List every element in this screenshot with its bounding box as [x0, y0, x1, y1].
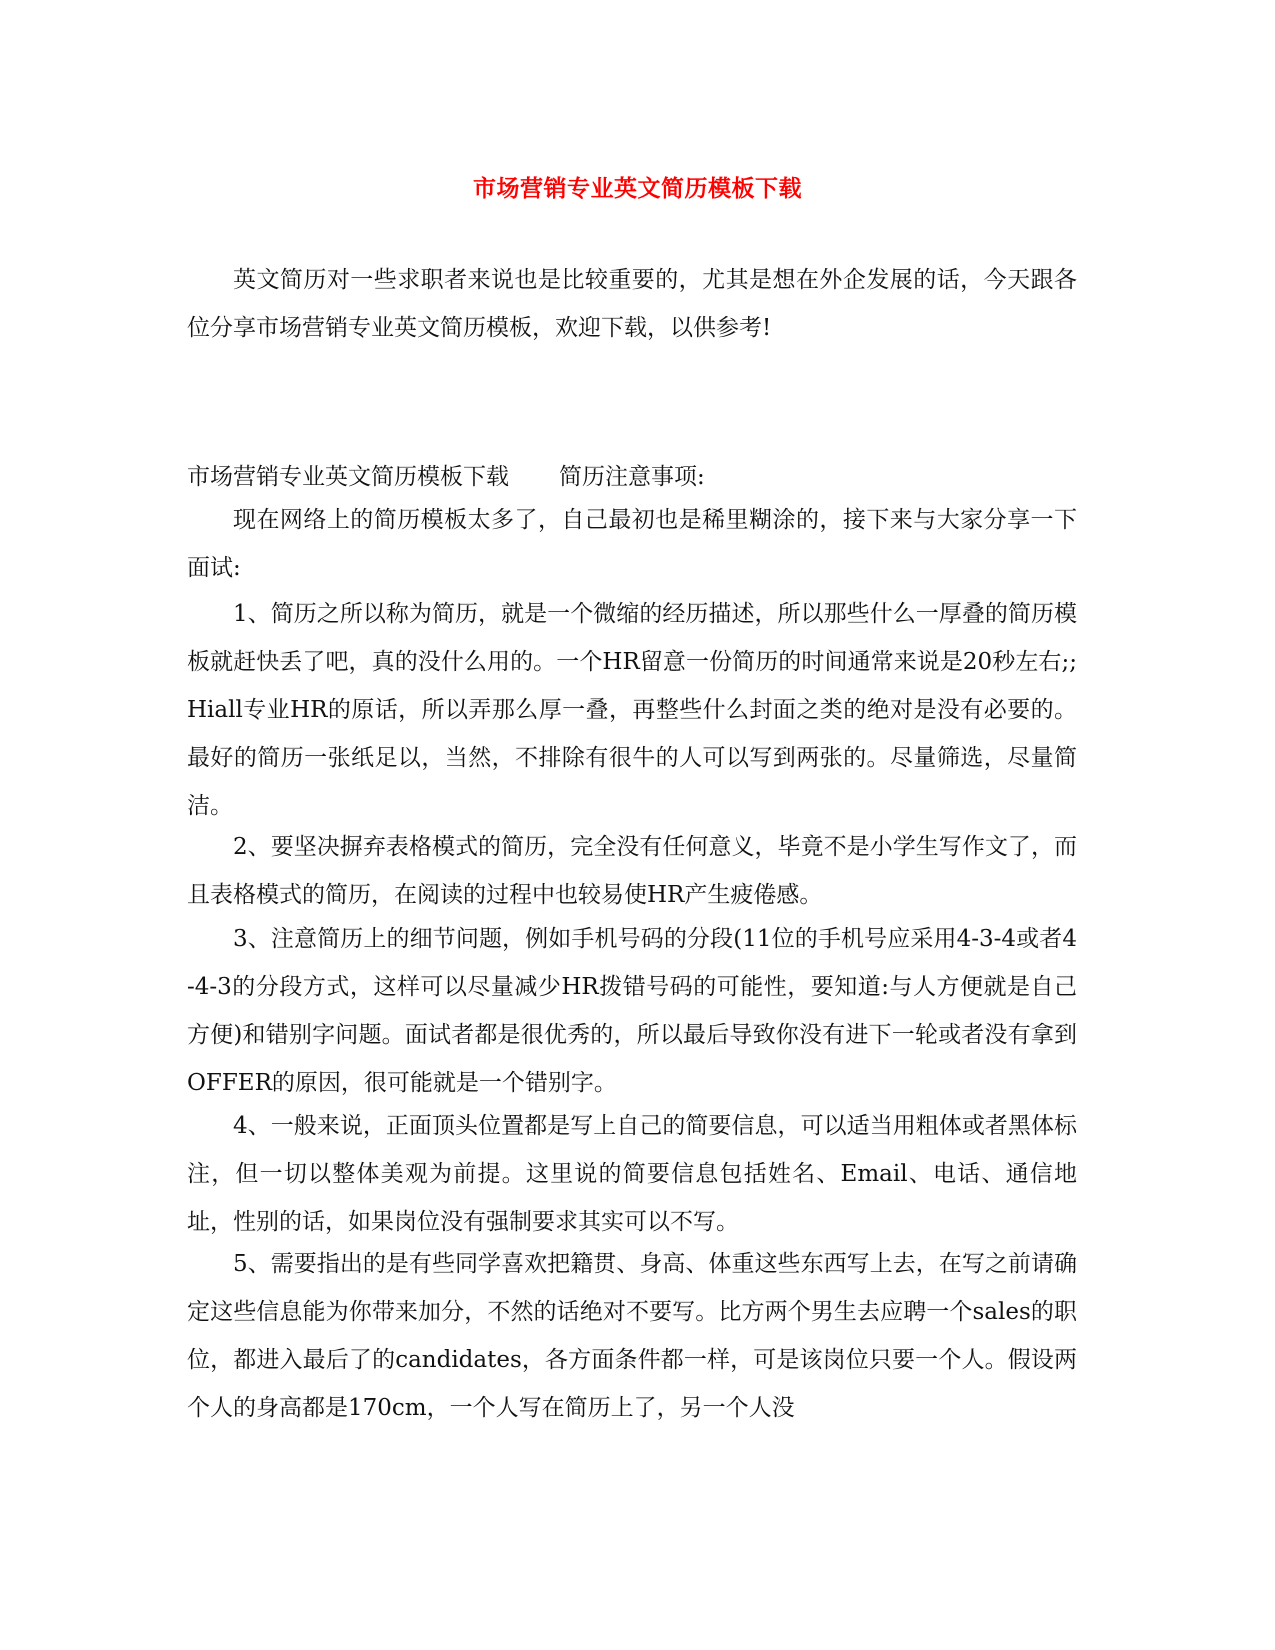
body-paragraph: 2、要坚决摒弃表格模式的简历，完全没有任何意义，毕竟不是小学生写作文了，而且表格模式的简历，在阅读的过程中也较易使HR产生疲倦感。: [187, 834, 1077, 908]
body-paragraph: 5、需要指出的是有些同学喜欢把籍贯、身高、体重这些东西写上去，在写之前请确定这些信息能为你带来加分，不然的话绝对不要写。比方两个男生去应聘一个sales的职位，都进入最后了的candidates，各方面条件都一样，可是该岗位只要一个人。假设两个人的身高都是170cm，一个人写在简历上了，另一个人没: [187, 1251, 1077, 1421]
intro-paragraph: 英文简历对一些求职者来说也是比较重要的，尤其是想在外企发展的话，今天跟各位分享市场营销专业英文简历模板，欢迎下载，以供参考!: [187, 267, 1077, 341]
section-heading-left: 市场营销专业英文简历模板下载: [187, 464, 509, 490]
body-paragraph: 4、一般来说，正面顶头位置都是写上自己的简要信息，可以适当用粗体或者黑体标注，但一切以整体美观为前提。这里说的简要信息包括姓名、Email、电话、通信地址，性别的话，如果岗位没有强制要求其实可以不写。: [187, 1113, 1077, 1235]
section-heading: [187, 453, 1077, 501]
body-paragraph: 1、简历之所以称为简历，就是一个微缩的经历描述，所以那些什么一厚叠的简历模板就赶快丢了吧，真的没什么用的。一个HR留意一份简历的时间通常来说是20秒左右;;Hiall专业HR的原话，所以弄那么厚一叠，再整些什么封面之类的绝对是没有必要的。最好的简历一张纸足以，当然，不排除有很牛的人可以写到两张的。尽量筛选，尽量简洁。: [187, 601, 1077, 819]
body-paragraph: 3、注意简历上的细节问题，例如手机号码的分段(11位的手机号应采用4-3-4或者4-4-3的分段方式，这样可以尽量减少HR拨错号码的可能性，要知道:与人方便就是自己方便)和错别字问题。面试者都是很优秀的，所以最后导致你没有进下一轮或者没有拿到OFFER的原因，很可能就是一个错别字。: [187, 926, 1077, 1096]
document-title: 市场营销专业英文简历模板下载: [473, 176, 802, 202]
section-heading-right: 简历注意事项:: [559, 464, 705, 490]
body-paragraph: 现在网络上的简历模板太多了，自己最初也是稀里糊涂的，接下来与大家分享一下面试:: [187, 507, 1077, 581]
